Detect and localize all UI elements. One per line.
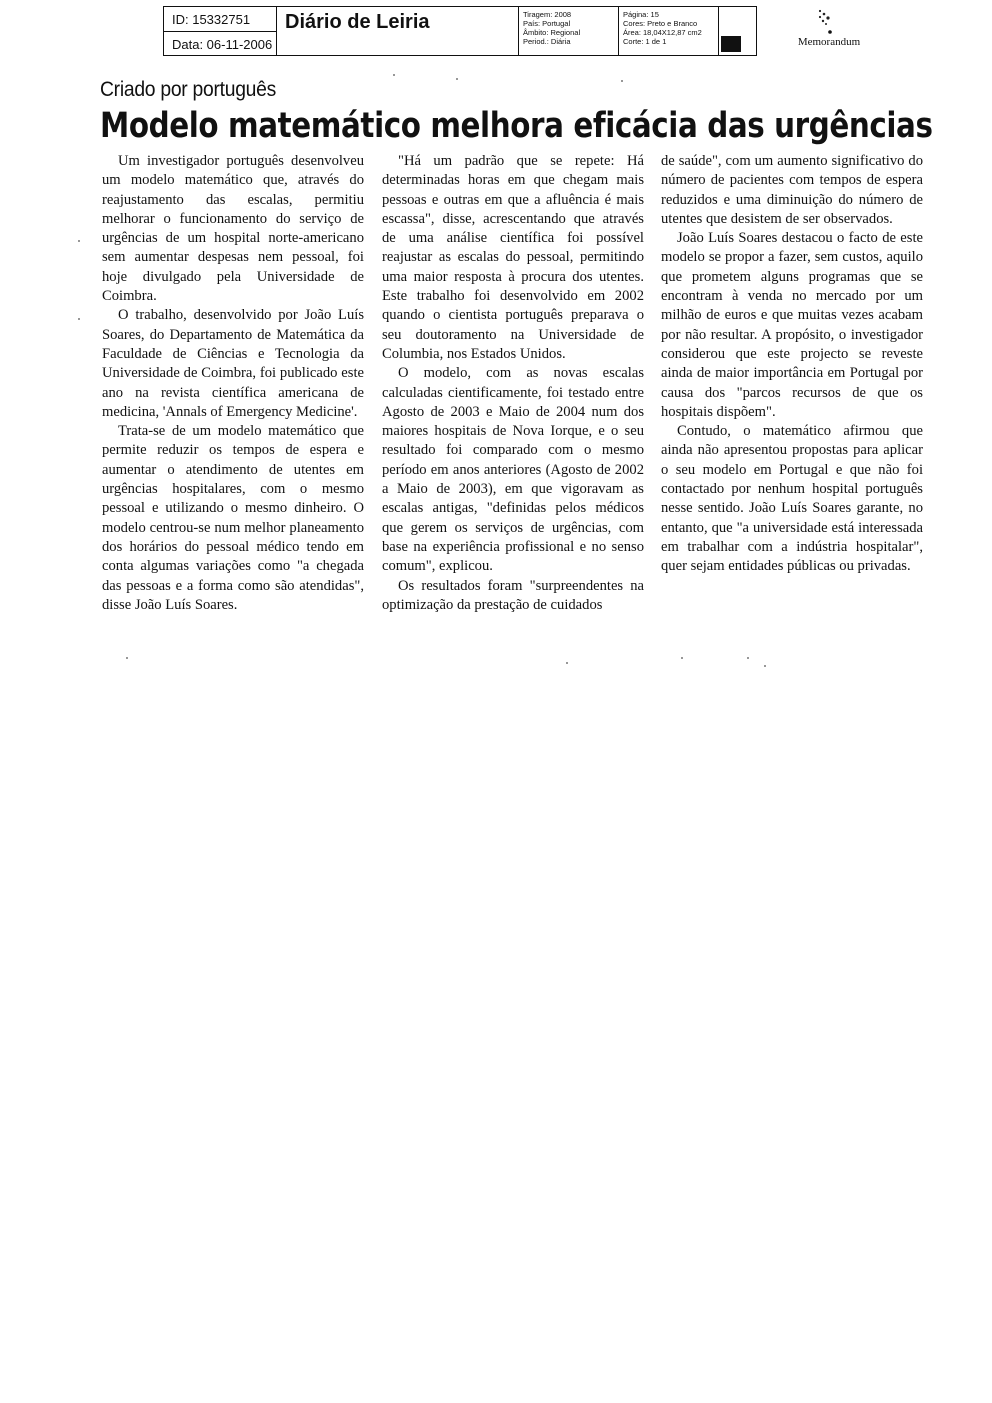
- paragraph-continuation: de saúde", com um aumento significativo do número de pacientes com tempos de espera reduzidos e uma diminuição do número de utentes que desistem de ser observados.: [661, 153, 923, 227]
- article-column-2: [382, 152, 644, 615]
- scan-speck: [393, 74, 395, 76]
- paragraph: Contudo, o matemático afirmou que ainda não apresentou propostas para aplicar o seu modelo em Portugal e que não foi contactado por nenhum hospital português nesse sentido. João Luís Soares garante, no entanto, que "a universidade está interessada em trabalhar com a indústria hospitalar", quer sejam entidades públicas ou privadas.: [661, 423, 923, 575]
- paragraph: O modelo, com as novas escalas calculadas cientificamente, foi testado entre Agosto de 2003 e Maio de 2004 num dos maiores hospitais de Nova Iorque, e o seu resultado foi comparado com o mesmo período em anos anteriores (Agosto de 2002 a Maio de 2003), em que vigoravam as escalas antigas, "definidas pelos médicos que gerem os serviços de urgências, com base na experiência profissional e no senso comum", explicou.: [382, 365, 644, 575]
- clipping-header: [163, 6, 757, 56]
- clipping-meta-left: [519, 7, 619, 55]
- paragraph: Um investigador português desenvolveu um modelo matemático que, através do reajustamento das escalas, permitiu melhorar o funcionamento do serviço de urgências de um hospital norte-americano sem aumentar despesas nem pessoal, foi hoje divulgado pela Universidade de Coimbra.: [102, 153, 364, 305]
- scan-speck: [78, 318, 80, 320]
- meta-area: Área: 18,04X12,87 cm2: [623, 28, 702, 37]
- logo-wordmark: Memorandum: [797, 36, 861, 48]
- scan-speck: [747, 657, 749, 659]
- scan-speck: [78, 240, 80, 242]
- meta-colors: Cores: Preto e Branco: [623, 19, 698, 28]
- scan-speck: [681, 657, 683, 659]
- meta-cut: Corte: 1 de 1: [623, 37, 667, 46]
- scan-speck: [764, 665, 766, 667]
- article-headline: Modelo matemático melhora eficácia das urgências: [100, 106, 933, 146]
- scan-speck: [456, 78, 458, 80]
- paragraph: O trabalho, desenvolvido por João Luís Soares, do Departamento de Matemática da Faculdade de Ciências e Tecnologia da Universidade de Coimbra, foi publicado este ano na revista científica americana de medicina, 'Annals of Emergency Medicine'.: [102, 307, 364, 420]
- meta-periodicity: Period.: Diária: [523, 37, 571, 46]
- article-column-3: [661, 152, 923, 577]
- paragraph: Trata-se de um modelo matemático que permite reduzir os tempos de espera e aumentar o atendimento de utentes em urgências hospitalares, com o mesmo pessoal e utilizando o mesmo dinheiro. O modelo centrou-se num melhor planeamento dos horários do pessoal médico tendo em conta algumas variações como "a chegada das pessoas e a forma como são atendidas", disse João Luís Soares.: [102, 423, 364, 613]
- article-column-1: [102, 152, 364, 615]
- clipping-date: Data: 06-11-2006: [164, 32, 277, 55]
- scan-speck: [621, 80, 623, 82]
- scan-speck: [126, 657, 128, 659]
- paragraph: Os resultados foram "surpreendentes na optimização da prestação de cuidados: [382, 577, 644, 613]
- memorandum-logo: [789, 6, 869, 52]
- clipping-meta-right: [619, 7, 719, 55]
- meta-country: País: Portugal: [523, 19, 571, 28]
- black-square-icon: [721, 36, 741, 52]
- clipping-id: ID: 15332751: [164, 7, 277, 32]
- meta-circulation: Tiragem: 2008: [523, 10, 572, 19]
- meta-scope: Âmbito: Regional: [523, 28, 581, 37]
- publication-name: Diário de Leiria: [277, 7, 519, 55]
- meta-page: Página: 15: [623, 10, 659, 19]
- dots-logo-icon: [816, 8, 836, 36]
- registration-mark: [719, 7, 755, 55]
- scan-speck: [566, 662, 568, 664]
- article-kicker: Criado por português: [100, 78, 276, 101]
- paragraph: João Luís Soares destacou o facto de este modelo se propor a fazer, sem custos, aquilo que prometem alguns programas que se encontram à venda no mercado por um milhão de euros e que muitas vezes acabam por não resultar. A propósito, o investigador considerou que este projecto se reveste ainda de maior importância em Portugal por causa dos "parcos recursos de que os hospitais dispõem".: [661, 230, 923, 420]
- paragraph: "Há um padrão que se repete: Há determinadas horas em que chegam mais pessoas e outras em que a afluência é mais escassa", disse, acrescentando que através de uma análise científica foi possível reajustar as escalas do pessoal, permitindo uma maior resposta à procura dos utentes. Este trabalho foi desenvolvido em 2002 quando o cientista português preparava o seu doutoramento na Universidade de Columbia, nos Estados Unidos.: [382, 153, 644, 362]
